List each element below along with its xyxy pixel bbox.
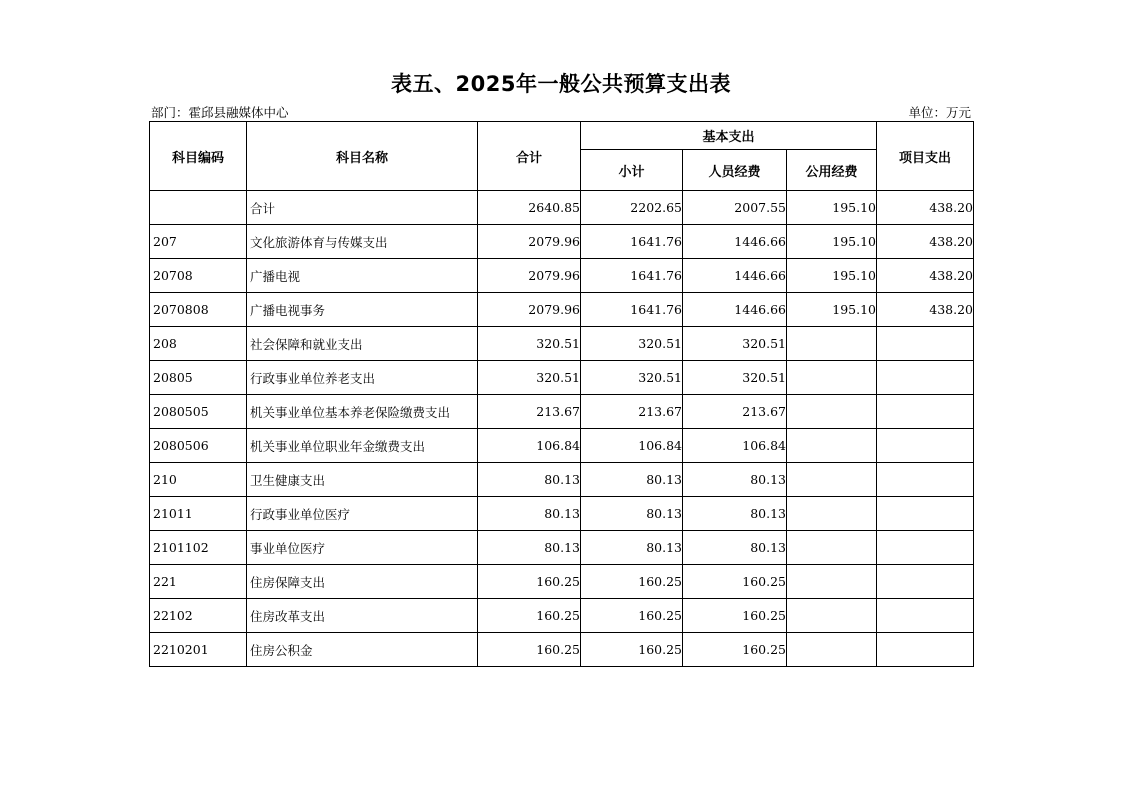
table-row [150,599,974,633]
table-row [150,531,974,565]
header-public: 公用经费 [787,150,877,191]
cell-public: 195.10 [787,225,877,259]
cell-personnel: 160.25 [683,565,787,599]
cell-personnel: 1446.66 [683,225,787,259]
cell-project: 438.20 [877,293,974,327]
table-body [150,191,974,667]
cell-code: 2101102 [150,531,247,565]
cell-subtotal: 80.13 [581,497,683,531]
cell-project [877,327,974,361]
cell-public: 195.10 [787,191,877,225]
cell-total: 80.13 [478,463,581,497]
cell-total: 2079.96 [478,259,581,293]
cell-code: 2080505 [150,395,247,429]
cell-total: 80.13 [478,531,581,565]
cell-public [787,633,877,667]
cell-name: 事业单位医疗 [247,531,478,565]
unit-label: 单位：万元 [908,105,971,120]
cell-code: 22102 [150,599,247,633]
cell-project [877,395,974,429]
cell-personnel: 80.13 [683,463,787,497]
table-row [150,633,974,667]
cell-total: 106.84 [478,429,581,463]
cell-subtotal: 2202.65 [581,191,683,225]
table-row [150,191,974,225]
cell-code: 208 [150,327,247,361]
cell-public [787,497,877,531]
cell-public [787,565,877,599]
cell-code: 221 [150,565,247,599]
cell-name: 卫生健康支出 [247,463,478,497]
cell-code: 2080506 [150,429,247,463]
table-row [150,327,974,361]
cell-name: 文化旅游体育与传媒支出 [247,225,478,259]
cell-public [787,327,877,361]
cell-name: 广播电视 [247,259,478,293]
cell-personnel: 320.51 [683,327,787,361]
cell-public: 195.10 [787,293,877,327]
cell-total: 2079.96 [478,225,581,259]
header-name: 科目名称 [247,122,478,191]
cell-public: 195.10 [787,259,877,293]
cell-public [787,429,877,463]
cell-subtotal: 213.67 [581,395,683,429]
cell-name: 机关事业单位职业年金缴费支出 [247,429,478,463]
cell-code: 207 [150,225,247,259]
cell-total: 320.51 [478,327,581,361]
cell-public [787,599,877,633]
cell-subtotal: 320.51 [581,327,683,361]
cell-total: 213.67 [478,395,581,429]
header-project: 项目支出 [877,122,974,191]
budget-table [149,121,974,667]
table-row [150,395,974,429]
cell-name: 住房改革支出 [247,599,478,633]
cell-personnel: 80.13 [683,497,787,531]
cell-code: 210 [150,463,247,497]
cell-name: 广播电视事务 [247,293,478,327]
table-row [150,429,974,463]
cell-name: 机关事业单位基本养老保险缴费支出 [247,395,478,429]
cell-project: 438.20 [877,191,974,225]
cell-personnel: 160.25 [683,599,787,633]
cell-personnel: 80.13 [683,531,787,565]
header-personnel: 人员经费 [683,150,787,191]
page-title: 表五、2025年一般公共预算支出表 [391,72,731,96]
cell-personnel: 106.84 [683,429,787,463]
cell-subtotal: 320.51 [581,361,683,395]
cell-public [787,395,877,429]
cell-personnel: 320.51 [683,361,787,395]
cell-subtotal: 160.25 [581,633,683,667]
header-subtotal: 小计 [581,150,683,191]
cell-total: 2640.85 [478,191,581,225]
cell-name: 社会保障和就业支出 [247,327,478,361]
cell-personnel: 213.67 [683,395,787,429]
cell-project [877,463,974,497]
cell-total: 160.25 [478,633,581,667]
cell-total: 2079.96 [478,293,581,327]
cell-personnel: 2007.55 [683,191,787,225]
header-total: 合计 [478,122,581,191]
cell-code [150,191,247,225]
cell-project [877,531,974,565]
cell-subtotal: 1641.76 [581,225,683,259]
cell-project [877,429,974,463]
cell-subtotal: 1641.76 [581,293,683,327]
cell-name: 行政事业单位医疗 [247,497,478,531]
cell-code: 2070808 [150,293,247,327]
cell-personnel: 160.25 [683,633,787,667]
cell-subtotal: 106.84 [581,429,683,463]
cell-name: 住房保障支出 [247,565,478,599]
cell-project [877,599,974,633]
cell-project: 438.20 [877,225,974,259]
department-label: 部门：霍邱县融媒体中心 [151,105,289,120]
table-row [150,225,974,259]
cell-total: 80.13 [478,497,581,531]
cell-project [877,633,974,667]
cell-project: 438.20 [877,259,974,293]
cell-code: 20805 [150,361,247,395]
table-row [150,463,974,497]
cell-subtotal: 80.13 [581,463,683,497]
cell-project [877,565,974,599]
cell-personnel: 1446.66 [683,259,787,293]
table-row [150,293,974,327]
cell-code: 20708 [150,259,247,293]
cell-subtotal: 160.25 [581,565,683,599]
cell-subtotal: 80.13 [581,531,683,565]
cell-personnel: 1446.66 [683,293,787,327]
table-row [150,361,974,395]
table-row [150,565,974,599]
cell-code: 21011 [150,497,247,531]
table-row [150,259,974,293]
cell-code: 2210201 [150,633,247,667]
cell-subtotal: 160.25 [581,599,683,633]
cell-name: 住房公积金 [247,633,478,667]
header-basic: 基本支出 [581,122,877,150]
cell-total: 320.51 [478,361,581,395]
cell-name: 行政事业单位养老支出 [247,361,478,395]
cell-project [877,361,974,395]
cell-total: 160.25 [478,565,581,599]
cell-public [787,531,877,565]
cell-project [877,497,974,531]
cell-name: 合计 [247,191,478,225]
table-row [150,497,974,531]
cell-total: 160.25 [478,599,581,633]
cell-public [787,463,877,497]
cell-public [787,361,877,395]
header-code: 科目编码 [150,122,247,191]
cell-subtotal: 1641.76 [581,259,683,293]
